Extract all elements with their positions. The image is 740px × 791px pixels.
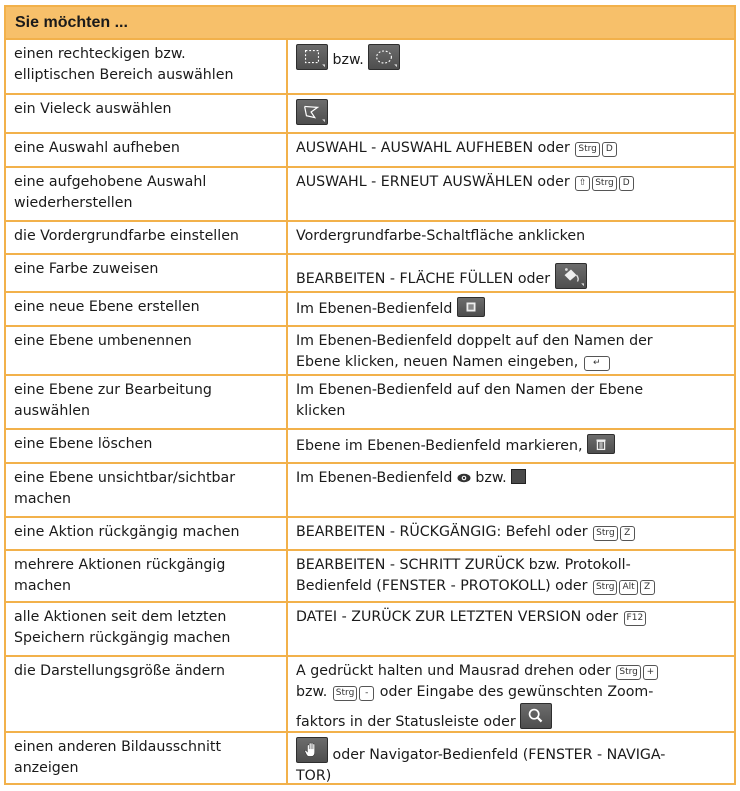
action-cell: AUSWAHL - AUSWAHL AUFHEBEN oder Strg D (288, 134, 734, 166)
task-cell: eine Auswahl aufheben (6, 134, 286, 166)
new-layer-icon (457, 297, 485, 317)
ellipse-marquee-icon (368, 44, 400, 70)
key-strg: Strg (593, 580, 618, 595)
table-row (6, 430, 734, 462)
action-cell: bzw. (288, 40, 734, 93)
key-strg: Strg (616, 665, 641, 680)
task-cell: eine Aktion rückgängig machen (6, 518, 286, 549)
key-minus: - (359, 686, 374, 701)
paint-bucket-icon (555, 263, 587, 289)
table-row (6, 95, 734, 132)
task-cell: einen anderen Bildausschnitt anzeigen (6, 733, 286, 783)
action-cell: Im Ebenen-Bedienfeld bzw. (288, 464, 734, 516)
action-cell: Im Ebenen-Bedienfeld (288, 293, 734, 325)
table-row (6, 168, 734, 220)
key-strg: Strg (575, 142, 600, 157)
key-d: D (619, 176, 634, 191)
action-cell: oder Navigator-Bedienfeld (FENSTER - NAVIGA- TOR) (288, 733, 734, 783)
task-cell: alle Aktionen seit dem letzten Speichern rückgängig machen (6, 603, 286, 655)
task-cell: einen rechteckigen bzw. elliptischen Bereich auswählen (6, 40, 286, 93)
key-f12: F12 (624, 611, 647, 626)
table-header: Sie möchten ... (6, 7, 734, 38)
task-cell: eine Ebene zur Bearbeitung auswählen (6, 376, 286, 428)
table-row (6, 376, 734, 428)
action-cell: BEARBEITEN - RÜCKGÄNGIG: Befehl oder Strg Z (288, 518, 734, 549)
key-strg: Strg (593, 526, 618, 541)
task-cell: eine Ebene umbenennen (6, 327, 286, 374)
key-strg: Strg (592, 176, 617, 191)
key-d: D (602, 142, 617, 157)
key-z: Z (620, 526, 635, 541)
task-cell: eine Ebene unsichtbar/sichtbar machen (6, 464, 286, 516)
hidden-square-icon (511, 469, 526, 484)
action-cell: BEARBEITEN - SCHRITT ZURÜCK bzw. Protokoll- Bedienfeld (FENSTER - PROTOKOLL) oder Strg Alt Z (288, 551, 734, 601)
table-row (6, 518, 734, 549)
task-cell: eine aufgehobene Auswahl wiederherstellen (6, 168, 286, 220)
task-cell: die Darstellungsgröße ändern (6, 657, 286, 731)
shortcut-table (4, 5, 736, 785)
key-shift: ⇧ (575, 176, 590, 191)
task-cell: eine Ebene löschen (6, 430, 286, 462)
table-row (6, 134, 734, 166)
eye-icon (457, 471, 471, 483)
task-cell: eine neue Ebene erstellen (6, 293, 286, 325)
hand-icon (296, 737, 328, 763)
key-strg: Strg (333, 686, 358, 701)
table-row (6, 657, 734, 731)
action-cell: A gedrückt halten und Mausrad drehen oder Strg + bzw. Strg - oder Eingabe des gewünschten Zoom- faktors in der Statusleiste oder (288, 657, 734, 731)
key-plus: + (643, 665, 658, 680)
action-cell (288, 95, 734, 132)
action-cell: BEARBEITEN - FLÄCHE FÜLLEN oder (288, 255, 734, 291)
key-alt: Alt (619, 580, 637, 595)
action-cell: Im Ebenen-Bedienfeld doppelt auf den Namen der Ebene klicken, neuen Namen eingeben, ↵ (288, 327, 734, 374)
task-cell: mehrere Aktionen rückgängig machen (6, 551, 286, 601)
table-row (6, 327, 734, 374)
rect-marquee-icon (296, 44, 328, 70)
table-row (6, 40, 734, 93)
action-cell: DATEI - ZURÜCK ZUR LETZTEN VERSION oder F12 (288, 603, 734, 655)
task-cell: ein Vieleck auswählen (6, 95, 286, 132)
enter-key-icon: ↵ (584, 356, 610, 371)
table-row (6, 255, 734, 291)
action-cell: Vordergrundfarbe-Schaltfläche anklicken (288, 222, 734, 253)
task-cell: eine Farbe zuweisen (6, 255, 286, 291)
zoom-icon (520, 703, 552, 729)
key-z: Z (640, 580, 655, 595)
table-row (6, 603, 734, 655)
action-cell: Ebene im Ebenen-Bedienfeld markieren, (288, 430, 734, 462)
table-row (6, 464, 734, 516)
table-row (6, 551, 734, 601)
action-cell: Im Ebenen-Bedienfeld auf den Namen der Ebene klicken (288, 376, 734, 428)
task-cell: die Vordergrundfarbe einstellen (6, 222, 286, 253)
table-row (6, 222, 734, 253)
table-row (6, 733, 734, 783)
trash-icon (587, 434, 615, 454)
polygon-lasso-icon (296, 99, 328, 125)
action-cell: AUSWAHL - ERNEUT AUSWÄHLEN oder ⇧ Strg D (288, 168, 734, 220)
table-row (6, 293, 734, 325)
